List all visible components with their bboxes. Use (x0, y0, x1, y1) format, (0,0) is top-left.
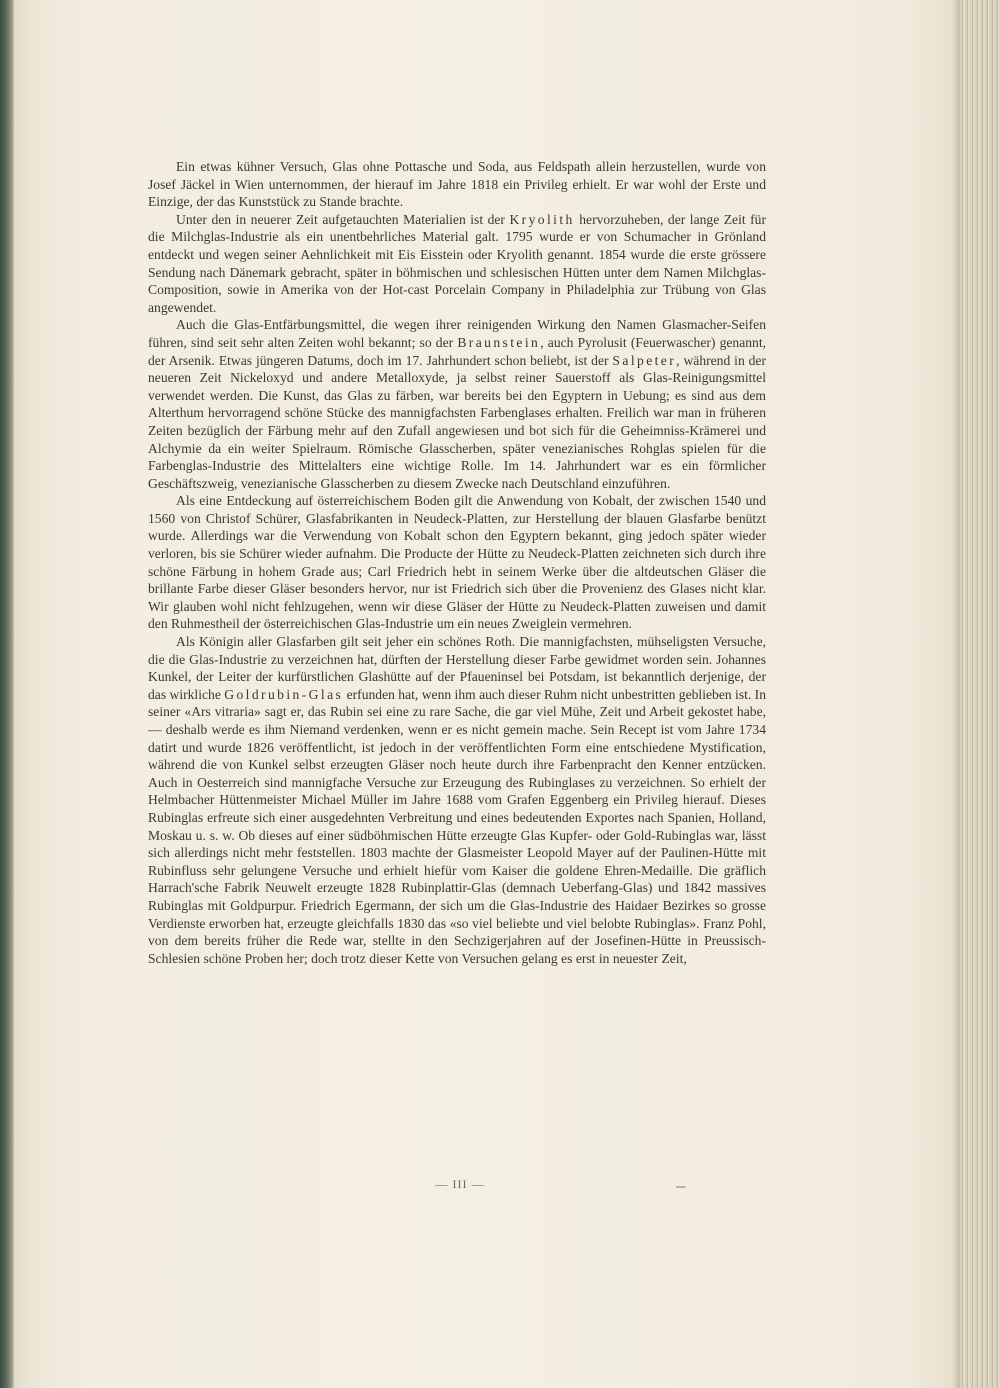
paragraph (148, 211, 766, 317)
text-segment: hervorzuheben, der lange Zeit für die Milchglas-Industrie als ein unentbehrliches Material galt. 1795 wurde er von Schumacher in Grönland entdeckt und wegen seiner Aehnlichkeit mit Eis Eisstein oder Kryolith genannt. 1854 wurde die erste grössere Sendung nach Dänemark gebracht, später in böhmischen und schlesischen Hütten unter dem Namen Milchglas-Composition, sowie in Amerika von der Hot-cast Porcelain Company in Philadelphia zur Trübung von Glas angewendet. (148, 211, 766, 315)
emphasized-term: Salpeter (612, 352, 677, 368)
text-segment: Als Königin aller Glasfarben gilt seit jeher ein schönes Roth. Die mannigfachsten, mühseligsten Versuche, die die Glas-Industrie zu verzeichnen hat, dürften der Herstellung dieser Farbe gewidmet worden sein. Johannes Kunkel, der Leiter der kurfürstlichen Glashütte auf der Pfaueninsel bei Potsdam, ist bekanntlich derjenige, der das wirkliche (148, 634, 766, 702)
text-segment: Ein etwas kühner Versuch, Glas ohne Pottasche und Soda, aus Feldspath allein herzustellen, wurde von Josef Jäckel in Wien unternommen, der hierauf im Jahre 1818 ein Privileg erhielt. Er war wohl der Erste und Einzige, der das Kunststück zu Stande brachte. (148, 159, 766, 210)
book-fore-edge (960, 0, 1000, 1388)
emphasized-term: Goldrubin-Glas (224, 686, 344, 702)
emphasized-term: Kryolith (509, 211, 575, 227)
paragraph (148, 492, 766, 633)
text-segment: Als eine Entdeckung auf österreichischem Boden gilt die Anwendung von Kobalt, der zwischen 1540 und 1560 von Christof Schürer, Glasfabrikanten in Neudeck-Platten, zur Herstellung der blauen Glasfarbe benützt wurde. Allerdings war die Verwendung von Kobalt schon den Egyptern bekannt, ging jedoch später wieder verloren, bis sie Schürer wieder aufnahm. Die Producte der Hütte zu Neudeck-Platten zeichneten sich durch ihre schöne Färbung in hohem Grade aus; Carl Friedrich hebt in seinem Werke über die altdeutschen Gläser die brillante Farbe dieser Gläser besonders hervor, nur ist Friedrich sich über die Provenienz des Glases nicht klar. Wir glauben wohl nicht fehlzugehen, wenn wir diese Gläser der Hütte zu Neudeck-Platten zuweisen und damit den Ruhmestheil der österreichischen Glas-Industrie um ein neues Zweiglein vermehren. (148, 493, 766, 632)
paragraph (148, 633, 766, 967)
paragraph (148, 158, 766, 211)
text-segment: Auch die Glas-Entfärbungsmittel, die wegen ihrer reinigenden Wirkung den Namen Glasmacher-Seifen führen, sind seit sehr alten Zeiten wohl bekannt; so der (148, 317, 766, 350)
emphasized-term: Braunstein (457, 334, 541, 350)
text-segment: , auch Pyrolusit (Feuerwascher) genannt, der Arsenik. Etwas jüngeren Datums, doch im 17. Jahrhundert schon beliebt, ist der (148, 334, 767, 368)
body-text (148, 158, 766, 967)
text-segment: erfunden hat, wenn ihm auch dieser Ruhm nicht unbestritten geblieben ist. In seiner «Ars vitraria» sagt er, das Rubin sei eine zu rare Sache, die gar viel Mühe, Zeit und Arbeit gekostet habe, — deshalb werde es ihm Niemand verdenken, wenn er es nicht gemein mache. Sein Recept ist vom Jahre 1734 datirt und wurde 1826 veröffentlicht, ist jedoch in der veröffentlichten Form eine entschiedene Mystification, während die von Kunkel selbst erzeugten Gläser noch heute durch ihre Farbenpracht den Kenner entzücken. Auch in Oesterreich sind mannigfache Versuche zur Erzeugung des Rubinglases zu verzeichnen. So erhielt der Helmbacher Hüttenmeister Michael Müller im Jahre 1688 vom Grafen Eggenberg ein Privileg hierauf. Dieses Rubinglas erfreute sich einer ausgedehnten Verbreitung und eines bedeutenden Exportes nach Spanien, Holland, Moskau u. s. w. Ob dieses auf einer südböhmischen Hütte erzeugte Glas Kupfer- oder Gold-Rubinglas war, lässt sich allerdings nicht mehr feststellen. 1803 machte der Glasmeister Leopold Mayer auf der Paulinen-Hütte mit Rubinfluss sehr gelungene Versuche und erhielt hiefür vom Kaiser die goldene Ehren-Medaille. Die gräflich Harrach'sche Fabrik Neuwelt erzeugte 1828 Rubinplattir-Glas (demnach Ueberfang-Glas) und 1842 massives Rubinglas mit Goldpurpur. Friedrich Egermann, der sich um die Glas-Industrie des Haidaer Bezirkes so grosse Verdienste erworben hat, erzeugte gleichfalls 1830 das «so viel beliebte und viel belobte Rubinglas». Franz Pohl, von dem bereits früher die Rede war, stellte in den Sechzigerjahren auf der Josefinen-Hütte in Preussisch-Schlesien schöne Proben her; doch trotz dieser Kette von Versuchen gelang es erst in neuester Zeit, (148, 686, 767, 966)
page-edge-shadow (952, 0, 960, 1388)
text-segment: Unter den in neuerer Zeit aufgetauchten Materialien ist der (176, 211, 510, 227)
paragraph (148, 316, 766, 492)
text-segment: , während in der neueren Zeit Nickeloxyd und andere Metalloxyde, ja selbst reiner Sauerstoff als Glas-Reinigungsmittel verwendet werden. Die Kunst, das Glas zu färben, war bereits bei den Egyptern in Uebung; es sind aus dem Alterthum hervorragend schöne Stücke des mannigfachsten Farbenglases erhalten. Freilich war man in früheren Zeiten bezüglich der Färbung mehr auf den Zufall angewiesen und bot sich für die Geheimniss-Krämerei und Alchymie da ein weiter Spielraum. Römische Glasscherben, später venezianisches Rohglas spielen für die Farbenglas-Industrie des Mittelalters eine wichtige Rolle. Im 14. Jahrhundert war es ein förmlicher Geschäftszweig, venezianische Glasscherben zu diesem Zwecke nach Deutschland einzuführen. (148, 352, 766, 491)
page-number: — III — (435, 1177, 485, 1191)
